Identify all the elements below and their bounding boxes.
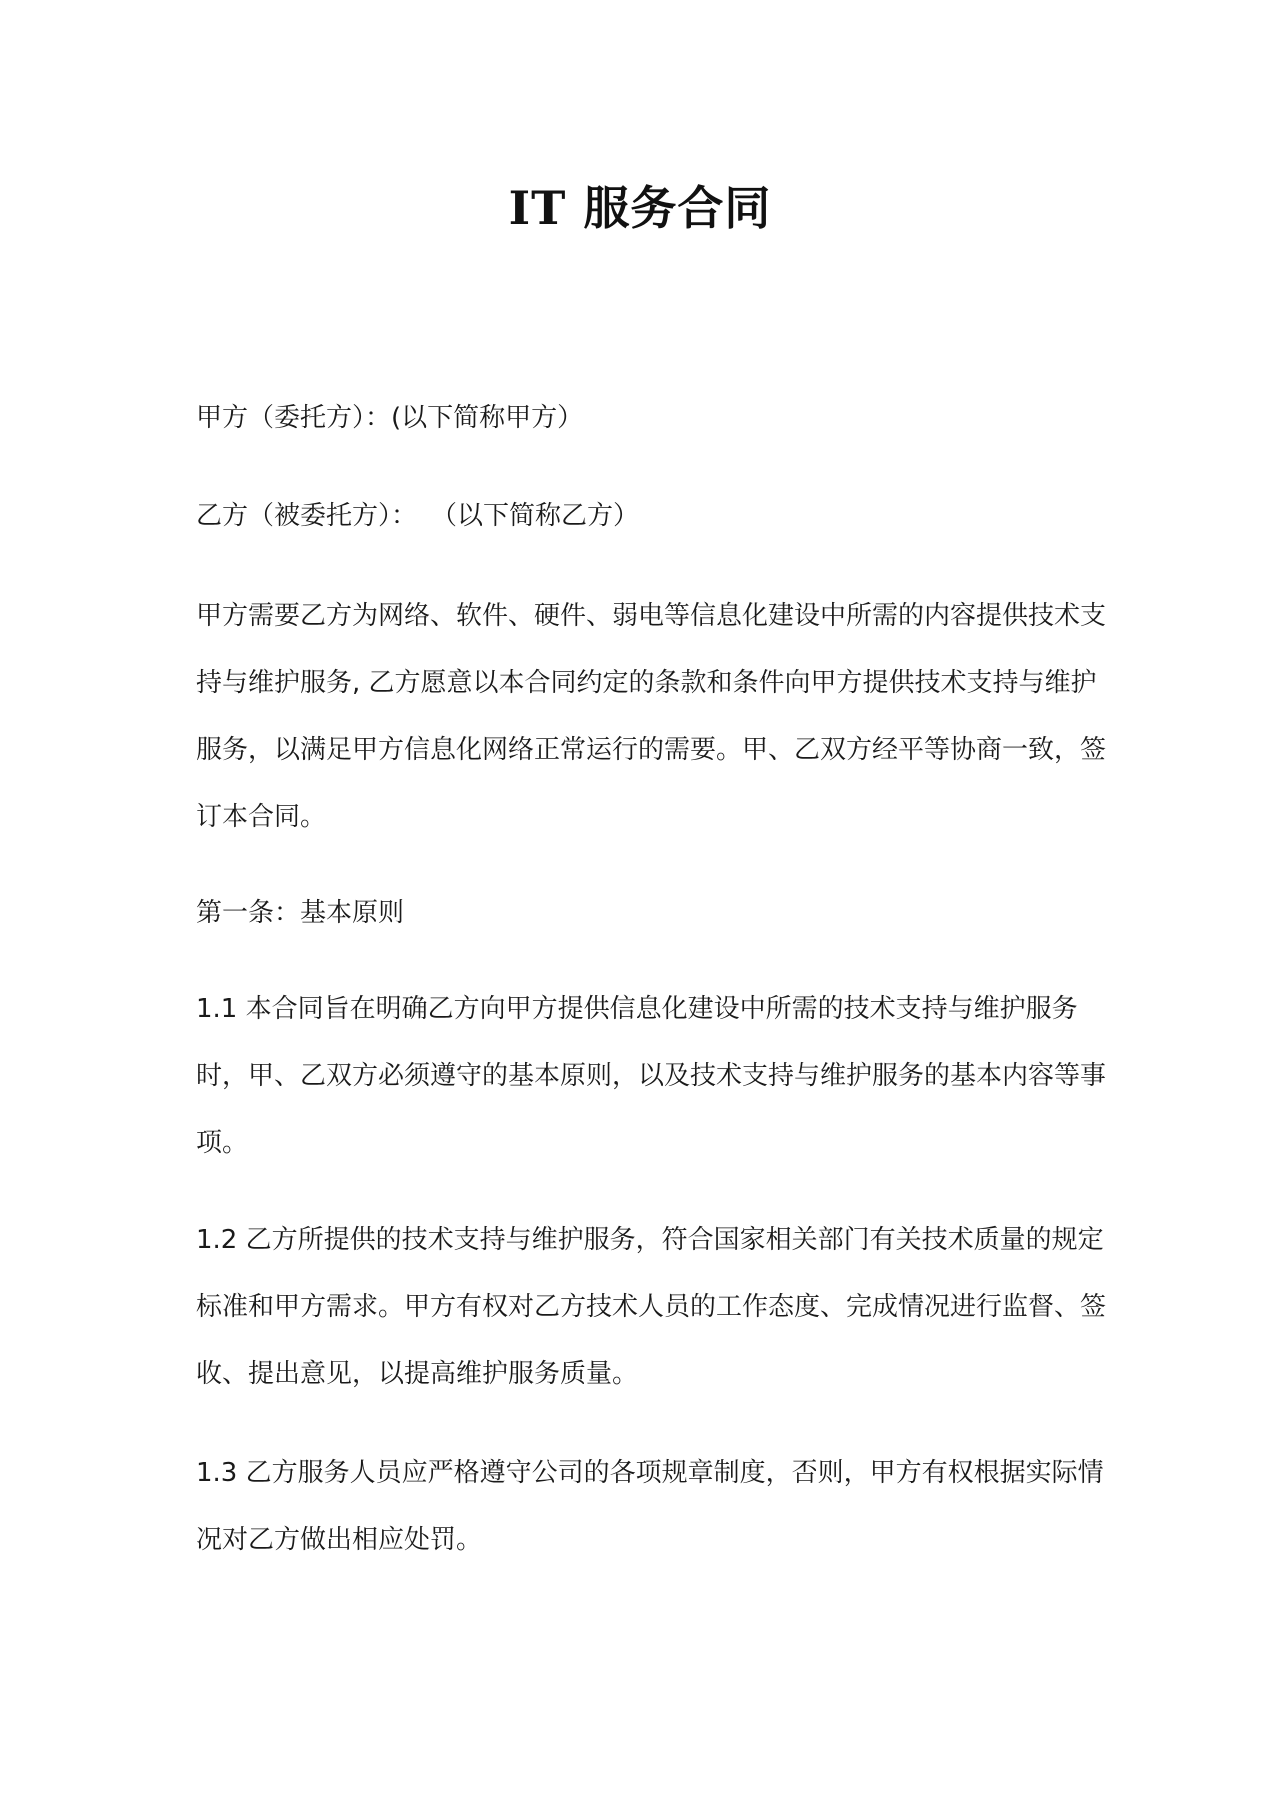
clause-line: 况对乙方做出相应处罚。 bbox=[196, 1525, 483, 1555]
clause-1-2 bbox=[196, 1207, 1107, 1408]
clause-line: 1.2 乙方所提供的技术支持与维护服务，符合国家相关部门有关技术质量的规定 bbox=[196, 1225, 1104, 1255]
clause-1-3 bbox=[196, 1440, 1104, 1574]
party-b-note: （以下简称乙方） bbox=[431, 501, 640, 531]
intro-line: 订本合同。 bbox=[196, 802, 327, 832]
clause-line: 时，甲、乙双方必须遵守的基本原则，以及技术支持与维护服务的基本内容等事 bbox=[196, 1061, 1107, 1091]
clause-line: 收、提出意见，以提高维护服务质量。 bbox=[196, 1359, 639, 1389]
clause-line: 标准和甲方需求。甲方有权对乙方技术人员的工作态度、完成情况进行监督、签 bbox=[196, 1292, 1107, 1322]
party-b-line bbox=[196, 483, 1096, 550]
intro-paragraph bbox=[196, 583, 1107, 851]
party-b-label: 乙方（被委托方）： bbox=[196, 501, 418, 531]
party-a-line bbox=[196, 385, 1096, 452]
party-a-label: 甲方（委托方）： bbox=[196, 403, 392, 433]
intro-line: 服务，以满足甲方信息化网络正常运行的需要。甲、乙双方经平等协商一致，签 bbox=[196, 735, 1107, 765]
clause-line: 1.1 本合同旨在明确乙方向甲方提供信息化建设中所需的技术支持与维护服务 bbox=[196, 994, 1078, 1024]
document-title: IT 服务合同 bbox=[508, 181, 772, 235]
clause-1-1 bbox=[196, 976, 1107, 1177]
article-1-heading: 第一条：基本原则 bbox=[196, 898, 405, 928]
intro-line: 持与维护服务, 乙方愿意以本合同约定的条款和条件向甲方提供技术支持与维护 bbox=[196, 668, 1097, 698]
clause-line: 1.3 乙方服务人员应严格遵守公司的各项规章制度，否则，甲方有权根据实际情 bbox=[196, 1458, 1104, 1488]
intro-line: 甲方需要乙方为网络、软件、硬件、弱电等信息化建设中所需的内容提供技术支 bbox=[196, 601, 1107, 631]
party-a-note: (以下简称甲方） bbox=[391, 403, 584, 433]
clause-line: 项。 bbox=[196, 1128, 249, 1158]
